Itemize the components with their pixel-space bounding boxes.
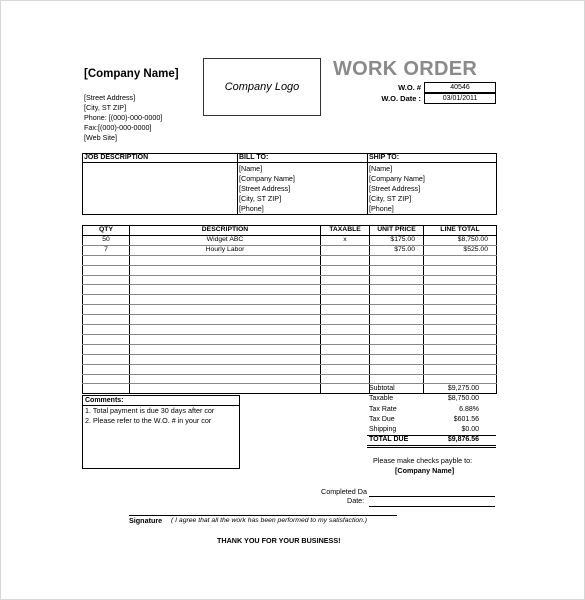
cell-description[interactable]: [130, 295, 321, 305]
bill-to-street: [Street Address]: [239, 184, 291, 193]
bill-to-block: [239, 164, 295, 214]
cell-description[interactable]: [130, 364, 321, 374]
footer-thank-you: THANK YOU FOR YOUR BUSINESS!: [217, 536, 341, 545]
company-street: [Street Address]: [84, 93, 136, 102]
items-table: [82, 225, 497, 394]
cell-unit-price[interactable]: [370, 275, 424, 285]
bill-to-name: [Name]: [239, 164, 263, 173]
wo-date-label: W.O. Date :: [381, 94, 421, 103]
cell-qty[interactable]: [83, 374, 130, 384]
tax-rate-row: [369, 405, 479, 415]
cell-description[interactable]: [130, 354, 321, 364]
items-header-row: [83, 226, 497, 236]
cell-description[interactable]: Hourly Labor: [130, 245, 321, 255]
col-header-taxable: TAXABLE: [321, 226, 370, 236]
comments-box[interactable]: [82, 395, 240, 469]
cell-line-total[interactable]: [424, 285, 497, 295]
taxable-label: Taxable: [369, 395, 394, 402]
cell-unit-price[interactable]: [370, 325, 424, 335]
cell-description[interactable]: [130, 334, 321, 344]
payment-note: Please make checks payble to:: [373, 456, 473, 465]
tax-rate-value: 6.88%: [459, 406, 479, 413]
signature-note: ( I agree that all the work has been performed to my satisfaction.): [171, 517, 368, 524]
total-due-label: TOTAL DUE: [369, 436, 409, 443]
subtotal-row: [369, 384, 479, 394]
cell-taxable[interactable]: [321, 265, 370, 275]
bill-to-phone: [Phone]: [239, 204, 264, 213]
ship-to-company: [Company Name]: [369, 174, 425, 183]
table-row: [83, 245, 497, 255]
items-body: [83, 236, 497, 394]
cell-line-total[interactable]: [424, 374, 497, 384]
cell-description[interactable]: [130, 255, 321, 265]
col-header-qty: QTY: [83, 226, 130, 236]
cell-qty[interactable]: [83, 265, 130, 275]
cell-line-total[interactable]: [424, 364, 497, 374]
total-due-value: $9,876.56: [447, 436, 479, 443]
cell-line-total[interactable]: [424, 315, 497, 325]
subtotal-value: $9,275.00: [447, 385, 479, 392]
cell-taxable[interactable]: [321, 315, 370, 325]
cell-qty[interactable]: 7: [83, 245, 130, 255]
cell-qty[interactable]: 50: [83, 236, 130, 246]
table-row: [83, 374, 497, 384]
cell-taxable[interactable]: [321, 285, 370, 295]
wo-date-field[interactable]: 03/01/2011: [424, 93, 496, 104]
cell-qty[interactable]: [83, 325, 130, 335]
table-row: [83, 305, 497, 315]
ship-to-street: [Street Address]: [369, 184, 421, 193]
col-header-unit-price: UNIT PRICE: [370, 226, 424, 236]
cell-taxable[interactable]: [321, 344, 370, 354]
cell-description[interactable]: [130, 275, 321, 285]
signature-label: Signature: [129, 516, 163, 525]
table-row: [83, 285, 497, 295]
cell-qty[interactable]: [83, 384, 130, 394]
cell-unit-price[interactable]: [370, 315, 424, 325]
total-rule-2: [367, 447, 496, 448]
cell-qty[interactable]: [83, 285, 130, 295]
company-name: [Company Name]: [84, 68, 179, 80]
cell-unit-price[interactable]: [370, 374, 424, 384]
cell-description[interactable]: [130, 285, 321, 295]
cell-description[interactable]: [130, 344, 321, 354]
cell-qty[interactable]: [83, 275, 130, 285]
cell-description[interactable]: Widget ABC: [130, 236, 321, 246]
company-fax: Fax:[(000)-000-0000]: [84, 123, 152, 132]
payment-payee: [Company Name]: [395, 466, 455, 475]
cell-unit-price[interactable]: [370, 265, 424, 275]
ship-to-phone: [Phone]: [369, 204, 394, 213]
cell-line-total[interactable]: $525.00: [424, 245, 497, 255]
cell-unit-price[interactable]: [370, 255, 424, 265]
tax-rate-label: Tax Rate: [369, 406, 397, 413]
comments-heading: Comments:: [83, 396, 239, 406]
bill-to-city: [City, ST ZIP]: [239, 194, 282, 203]
comment-line-1: 1. Total payment is due 30 days after cor: [85, 406, 215, 415]
cell-taxable[interactable]: [321, 275, 370, 285]
col-header-description: DESCRIPTION: [130, 226, 321, 236]
cell-line-total[interactable]: [424, 354, 497, 364]
cell-taxable[interactable]: [321, 245, 370, 255]
cell-line-total[interactable]: [424, 275, 497, 285]
tax-due-label: Tax Due: [369, 416, 395, 423]
ship-to-city: [City, ST ZIP]: [369, 194, 412, 203]
company-phone: Phone: [(000)-000-0000]: [84, 113, 163, 122]
cell-line-total[interactable]: [424, 325, 497, 335]
wo-number-label: W.O. #: [398, 83, 421, 92]
shipping-label: Shipping: [369, 426, 397, 433]
cell-taxable[interactable]: [321, 325, 370, 335]
cell-taxable[interactable]: [321, 305, 370, 315]
ship-to-heading: SHIP TO:: [369, 154, 400, 161]
cell-unit-price[interactable]: [370, 334, 424, 344]
cell-taxable[interactable]: [321, 374, 370, 384]
cell-line-total[interactable]: [424, 305, 497, 315]
company-logo-text: Company Logo: [224, 81, 300, 93]
completed-date-line[interactable]: [369, 506, 495, 507]
cell-unit-price[interactable]: $175.00: [370, 236, 424, 246]
cell-description[interactable]: [130, 265, 321, 275]
cell-taxable[interactable]: x: [321, 236, 370, 246]
cell-description[interactable]: [130, 325, 321, 335]
table-row: [83, 275, 497, 285]
table-row: [83, 236, 497, 246]
header-info-divider: [82, 162, 496, 163]
table-row: [83, 364, 497, 374]
company-address-block: [84, 93, 162, 143]
cell-qty[interactable]: [83, 334, 130, 344]
cell-description[interactable]: [130, 374, 321, 384]
company-logo: [203, 58, 321, 116]
wo-number-field[interactable]: 40546: [424, 82, 496, 93]
cell-unit-price[interactable]: [370, 295, 424, 305]
cell-taxable[interactable]: [321, 334, 370, 344]
completed-date-label: Date:: [347, 496, 365, 505]
job-description-heading: JOB DESCRIPTION: [84, 154, 149, 161]
cell-description[interactable]: [130, 315, 321, 325]
completed-by-label: Completed Da: [321, 487, 367, 496]
cell-qty[interactable]: [83, 364, 130, 374]
cell-qty[interactable]: [83, 305, 130, 315]
company-city: [City, ST ZIP]: [84, 103, 127, 112]
table-row: [83, 325, 497, 335]
cell-taxable[interactable]: [321, 364, 370, 374]
cell-qty[interactable]: [83, 295, 130, 305]
table-row: [83, 295, 497, 305]
cell-qty[interactable]: [83, 255, 130, 265]
document-title: WORK ORDER: [333, 58, 478, 80]
cell-qty[interactable]: [83, 315, 130, 325]
cell-line-total[interactable]: [424, 334, 497, 344]
cell-taxable[interactable]: [321, 384, 370, 394]
cell-taxable[interactable]: [321, 255, 370, 265]
comment-line-2: 2. Please refer to the W.O. # in your cor: [85, 416, 212, 425]
shipping-row: [369, 425, 479, 435]
company-web: [Web Site]: [84, 133, 118, 142]
taxable-row: [369, 394, 479, 404]
cell-line-total[interactable]: [424, 344, 497, 354]
cell-line-total[interactable]: $8,750.00: [424, 236, 497, 246]
bill-to-heading: BILL TO:: [239, 154, 269, 161]
cell-unit-price[interactable]: [370, 344, 424, 354]
cell-line-total[interactable]: [424, 255, 497, 265]
tax-due-row: [369, 415, 479, 425]
cell-qty[interactable]: [83, 344, 130, 354]
cell-unit-price[interactable]: [370, 285, 424, 295]
table-row: [83, 315, 497, 325]
cell-line-total[interactable]: [424, 265, 497, 275]
cell-taxable[interactable]: [321, 295, 370, 305]
ship-to-block: [369, 164, 425, 214]
table-row: [83, 334, 497, 344]
table-row: [83, 255, 497, 265]
tax-due-value: $601.56: [453, 416, 479, 423]
cell-line-total[interactable]: [424, 295, 497, 305]
cell-description[interactable]: [130, 384, 321, 394]
cell-description[interactable]: [130, 305, 321, 315]
cell-unit-price[interactable]: [370, 364, 424, 374]
shipping-value: $0.00: [461, 426, 479, 433]
table-row: [83, 344, 497, 354]
col-header-line-total: LINE TOTAL: [424, 226, 497, 236]
cell-taxable[interactable]: [321, 354, 370, 364]
cell-qty[interactable]: [83, 354, 130, 364]
bill-to-company: [Company Name]: [239, 174, 295, 183]
table-row: [83, 265, 497, 275]
taxable-value: $8,750.00: [447, 395, 479, 402]
cell-unit-price[interactable]: [370, 354, 424, 364]
ship-to-divider: [367, 153, 368, 214]
completed-by-line[interactable]: [369, 496, 495, 497]
total-due-row: [369, 435, 479, 445]
total-rule-1: [367, 445, 496, 446]
ship-to-name: [Name]: [369, 164, 393, 173]
cell-unit-price[interactable]: $75.00: [370, 245, 424, 255]
bill-to-divider: [237, 153, 238, 214]
subtotal-label: Subtotal: [369, 385, 395, 392]
table-row: [83, 354, 497, 364]
cell-unit-price[interactable]: [370, 305, 424, 315]
